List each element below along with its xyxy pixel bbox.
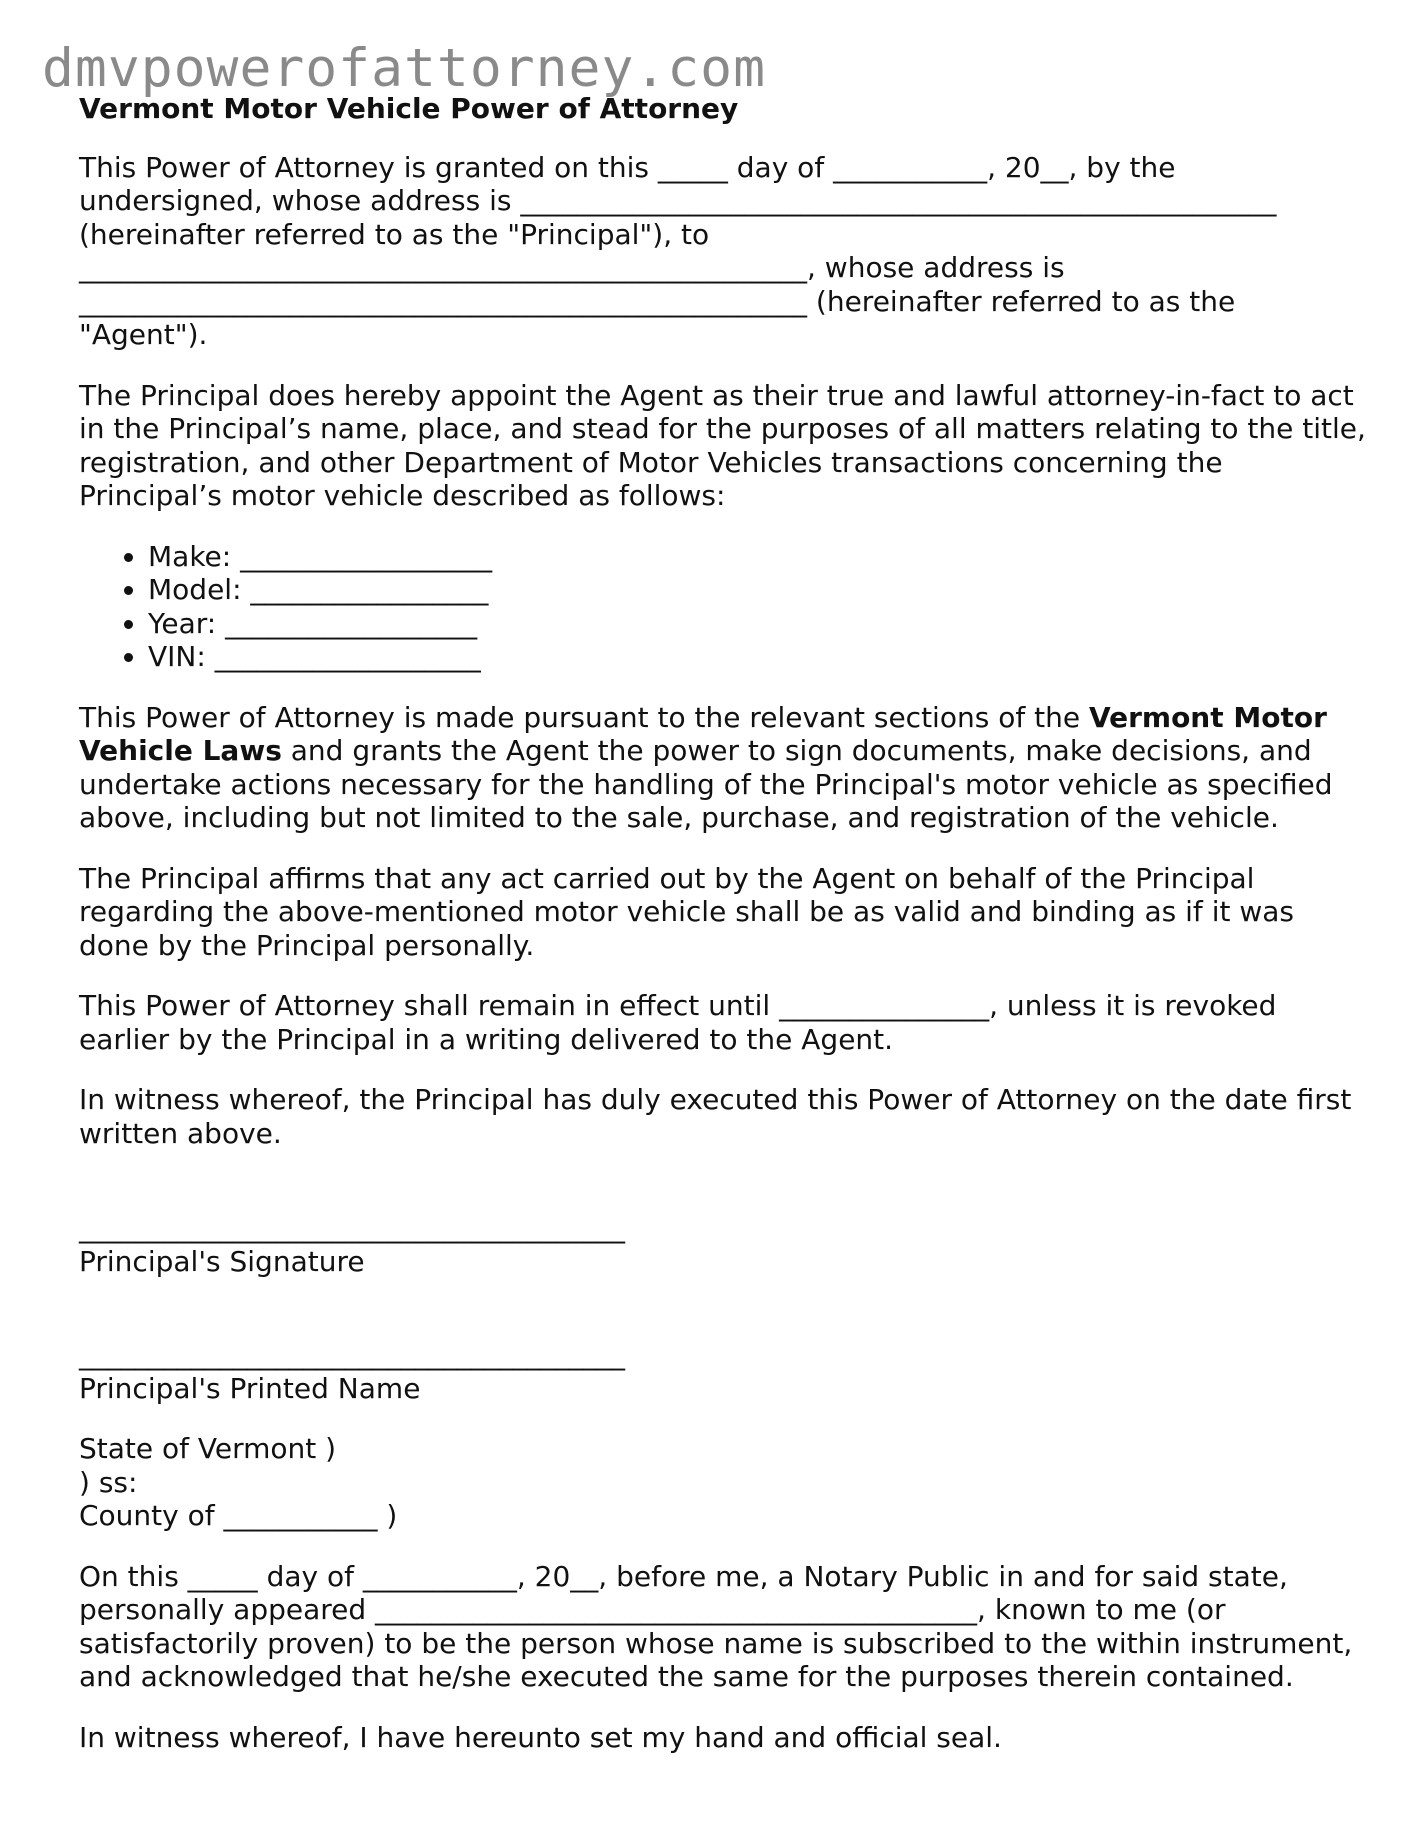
effect-paragraph: This Power of Attorney shall remain in effect until _______________, unless it is revoked earlier by the Principal in a writing delivered to the Agent.: [79, 989, 1277, 1056]
affirmation-paragraph: The Principal affirms that any act carried out by the Agent on behalf of the Principal regarding the above-mentioned motor vehicle shall be as valid and binding as if it was done by the Principal personally.: [79, 861, 1294, 962]
venue-ss: ) ss:: [79, 1465, 138, 1499]
signature-block: [79, 1211, 1369, 1405]
pursuant-text: and grants the Agent the power to sign documents, make decisions, and undertake actions necessary for the handling of the Principal's motor vehicle as specified above, including but not limited to the sale, purchase, and registration of the vehicle.: [79, 734, 1333, 834]
intro-line: undersigned, whose address is ______________________________________________________: [79, 184, 1277, 217]
pursuant-text: This Power of Attorney is made pursuant to the relevant sections of the: [79, 700, 1089, 734]
site-watermark: dmvpowerofattorney.com: [42, 38, 766, 99]
venue-county: County of ___________ ): [79, 1499, 398, 1532]
document-title: Vermont Motor Vehicle Power of Attorney: [79, 92, 739, 125]
notary-witness: In witness whereof, I have hereunto set my hand and official seal.: [79, 1720, 1002, 1754]
signature-line: _______________________________________: [79, 1211, 625, 1244]
appointment-paragraph: The Principal does hereby appoint the Agent as their true and lawful attorney-in-fact to act in the Principal’s name, place, and stead for the purposes of all matters relating to the title, registration, and other Department of Motor Vehicles transactions concerning the Principal’s motor vehicle described as follows:: [79, 378, 1366, 512]
document-body: [79, 92, 1369, 1781]
vehicle-model-item: • Model: _________________: [148, 573, 1369, 607]
intro-line: "Agent").: [79, 318, 208, 351]
vehicle-year-item: • Year: __________________: [148, 607, 1369, 641]
pursuant-paragraph: [79, 701, 1369, 835]
vermont-law-reference: Vermont Motor Vehicle Laws: [79, 700, 1327, 767]
vehicle-vin-item: • VIN: ___________________: [148, 640, 1369, 674]
intro-paragraph: [79, 151, 1369, 352]
vehicle-details-list: [79, 540, 1369, 674]
intro-line: (hereinafter referred to as the "Principal"), to: [79, 217, 710, 251]
notary-venue: [79, 1432, 1369, 1533]
intro-line: ____________________________________________________ (hereinafter referred to as the: [79, 284, 1236, 318]
notary-section: [79, 1560, 1369, 1755]
venue-state: State of Vermont ): [79, 1432, 337, 1465]
signature-label: Principal's Signature: [79, 1244, 365, 1278]
printed-name-line: _______________________________________: [79, 1338, 625, 1371]
principal-witness-paragraph: In witness whereof, the Principal has duly executed this Power of Attorney on the date first written above.: [79, 1083, 1352, 1150]
intro-line: ____________________________________________________, whose address is: [79, 251, 1065, 284]
intro-line: This Power of Attorney is granted on this _____ day of ___________, 20__, by the: [79, 150, 1176, 184]
notary-acknowledgment: On this _____ day of ___________, 20__, before me, a Notary Public in and for said state, personally appeared ___________________________________________, known to me (or satisfactorily proven) to be the person whose name is subscribed to the within instrument, and acknowledged that he/she executed the same for the purposes therein contained.: [79, 1559, 1353, 1693]
printed-name-label: Principal's Printed Name: [79, 1371, 421, 1405]
vehicle-make-item: • Make: __________________: [148, 540, 1369, 574]
